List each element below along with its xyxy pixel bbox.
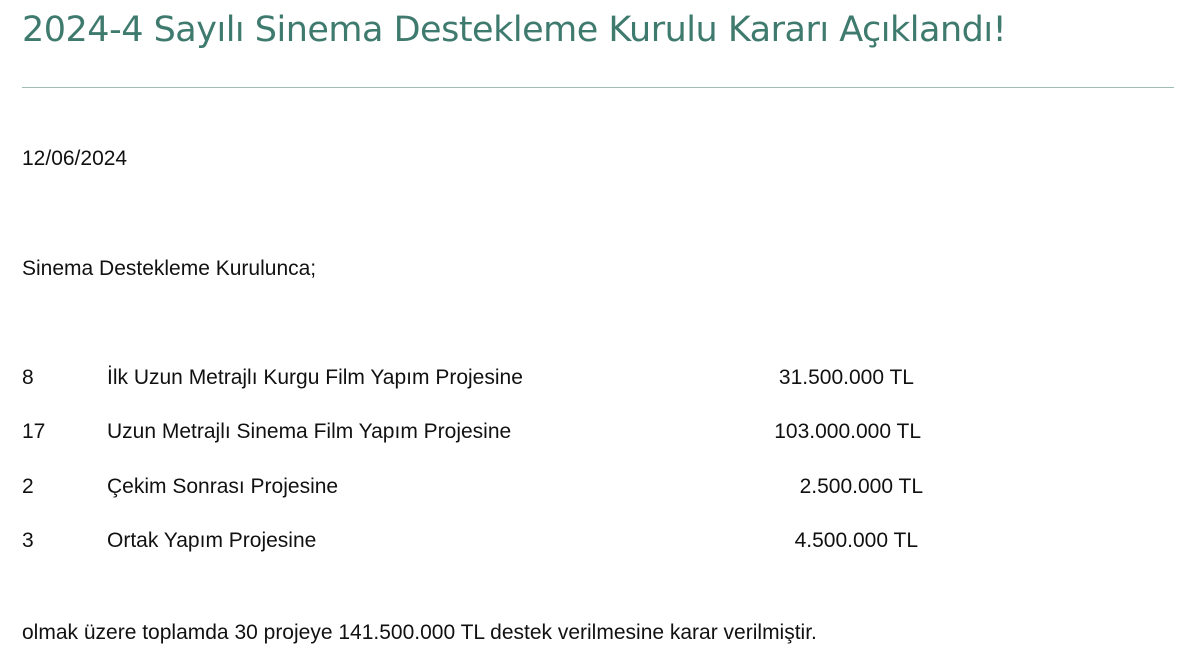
project-count: 2 [22,475,34,498]
project-category: İlk Uzun Metrajlı Kurgu Film Yapım Projesine [107,366,523,389]
support-row [0,363,1200,393]
support-row [0,472,1200,502]
support-row [0,526,1200,556]
project-category: Ortak Yapım Projesine [107,529,317,552]
project-category: Çekim Sonrası Projesine [107,475,339,498]
support-amount: 31.500.000 TL [778,366,914,389]
support-row [0,417,1200,447]
support-amount: 4.500.000 TL [794,529,918,552]
support-amount: 103.000.000 TL [774,420,921,443]
summary-text: olmak üzere toplamda 30 projeye 141.500.000 TL destek verilmesine karar verilmiştir. [22,621,817,644]
project-count: 17 [22,420,46,443]
support-amount: 2.500.000 TL [799,475,923,498]
project-count: 3 [22,529,34,552]
page-title: 2024-4 Sayılı Sinema Destekleme Kurulu Kararı Açıklandı! [22,10,1007,50]
project-category: Uzun Metrajlı Sinema Film Yapım Projesine [107,420,512,443]
project-count: 8 [22,366,34,389]
publish-date: 12/06/2024 [22,147,128,170]
intro-text: Sinema Destekleme Kurulunca; [22,257,317,280]
title-divider [22,87,1174,88]
